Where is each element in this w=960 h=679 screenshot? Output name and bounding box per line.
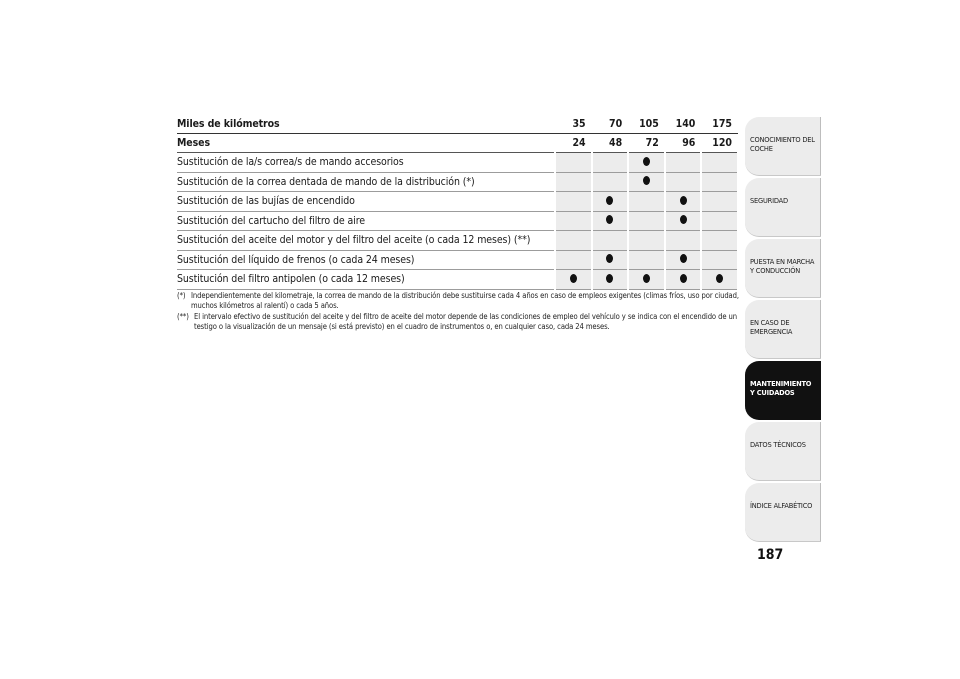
page-number: 187 (757, 547, 784, 563)
maintenance-item-label: Sustitución del aceite del motor y del filtro del aceite (o cada 12 meses) (**) (177, 231, 555, 251)
section-tab[interactable] (745, 117, 821, 176)
maintenance-schedule-table (177, 115, 739, 290)
header-km-value: 175 (701, 115, 738, 134)
interval-cell (628, 172, 665, 192)
interval-cell (665, 211, 702, 231)
bullet-mark-icon (570, 274, 577, 283)
interval-cell (701, 192, 738, 212)
section-tab[interactable] (745, 483, 821, 542)
section-tab[interactable] (745, 178, 821, 237)
interval-cell (555, 270, 592, 290)
bullet-mark-icon (606, 215, 613, 224)
interval-cell (555, 172, 592, 192)
interval-cell (701, 153, 738, 173)
bullet-mark-icon (680, 215, 687, 224)
header-months-value: 72 (628, 134, 665, 153)
interval-cell (592, 270, 629, 290)
interval-cell (628, 270, 665, 290)
interval-cell (701, 172, 738, 192)
footnote-marker: (**) (177, 312, 189, 321)
header-km-value: 140 (665, 115, 702, 134)
interval-cell (555, 231, 592, 251)
footnote-text: Independientemente del kilometraje, la correa de mando de la distribución debe sustituirse cada 4 años en caso de empleos exigentes (climas fríos, uso por ciudad, muchos kilómetros al ralentí) o cada 5 años. (191, 291, 739, 310)
maintenance-row (177, 153, 738, 173)
interval-cell (555, 211, 592, 231)
section-tab[interactable] (745, 361, 821, 420)
maintenance-item-label: Sustitución de la/s correa/s de mando accesorios (177, 153, 555, 173)
bullet-mark-icon (606, 254, 613, 263)
interval-cell (665, 250, 702, 270)
maintenance-row (177, 192, 738, 212)
header-km-value: 35 (555, 115, 592, 134)
bullet-mark-icon (643, 176, 650, 185)
section-tab-label: CONOCIMIENTO DEL COCHE (750, 135, 815, 153)
maintenance-row (177, 211, 738, 231)
section-tab-label: PUESTA EN MARCHA Y CONDUCCIÓN (750, 257, 815, 275)
section-tab[interactable] (745, 300, 821, 359)
interval-cell (665, 192, 702, 212)
section-tabs (745, 117, 821, 544)
bullet-mark-icon (680, 274, 687, 283)
header-km-label: Miles de kilómetros (177, 115, 555, 134)
interval-cell (592, 192, 629, 212)
maintenance-item-label: Sustitución de la correa dentada de mando de la distribución (*) (177, 172, 555, 192)
footnote (177, 291, 739, 311)
maintenance-item-label: Sustitución del cartucho del filtro de aire (177, 211, 555, 231)
bullet-mark-icon (643, 274, 650, 283)
interval-cell (665, 231, 702, 251)
section-tab-label: DATOS TÉCNICOS (750, 440, 806, 449)
bullet-mark-icon (680, 254, 687, 263)
interval-cell (628, 153, 665, 173)
maintenance-row (177, 231, 738, 251)
footnote-marker: (*) (177, 291, 186, 300)
footnotes (177, 291, 739, 333)
interval-cell (592, 172, 629, 192)
bullet-mark-icon (680, 196, 687, 205)
section-tab-label: MANTENIMIENTO Y CUIDADOS (750, 379, 812, 397)
interval-cell (555, 192, 592, 212)
maintenance-row (177, 172, 738, 192)
interval-cell (701, 231, 738, 251)
interval-cell (665, 172, 702, 192)
interval-cell (665, 153, 702, 173)
section-tab-label: EN CASO DE EMERGENCIA (750, 318, 793, 336)
interval-cell (592, 153, 629, 173)
interval-cell (628, 250, 665, 270)
header-months-value: 96 (665, 134, 702, 153)
section-tab[interactable] (745, 239, 821, 298)
header-months-value: 24 (555, 134, 592, 153)
bullet-mark-icon (606, 274, 613, 283)
interval-cell (665, 270, 702, 290)
interval-cell (592, 250, 629, 270)
maintenance-item-label: Sustitución del filtro antipolen (o cada 12 meses) (177, 270, 555, 290)
header-months-label: Meses (177, 134, 555, 153)
header-km-value: 70 (592, 115, 629, 134)
header-row-km (177, 115, 738, 134)
maintenance-item-label: Sustitución de las bujías de encendido (177, 192, 555, 212)
section-tab[interactable] (745, 422, 821, 481)
header-km-value: 105 (628, 115, 665, 134)
bullet-mark-icon (606, 196, 613, 205)
interval-cell (592, 231, 629, 251)
interval-cell (555, 153, 592, 173)
bullet-mark-icon (643, 157, 650, 166)
header-months-value: 48 (592, 134, 629, 153)
interval-cell (628, 192, 665, 212)
interval-cell (555, 250, 592, 270)
footnote (177, 312, 739, 332)
section-tab-label: ÍNDICE ALFABÉTICO (750, 501, 813, 510)
interval-cell (628, 211, 665, 231)
interval-cell (701, 270, 738, 290)
section-tab-label: SEGURIDAD (750, 196, 788, 205)
maintenance-item-label: Sustitución del líquido de frenos (o cada 24 meses) (177, 250, 555, 270)
header-row-months (177, 134, 738, 153)
footnote-text: El intervalo efectivo de sustitución del aceite y del filtro de aceite del motor depende de las condiciones de empleo del vehículo y se indica con el encendido de un testigo o la visualización de un mensaje (si está previsto) en el cuadro de instrumentos o, en cualquier caso, cada 24 meses. (194, 312, 737, 331)
interval-cell (701, 211, 738, 231)
interval-cell (701, 250, 738, 270)
maintenance-row (177, 270, 738, 290)
interval-cell (592, 211, 629, 231)
maintenance-row (177, 250, 738, 270)
header-months-value: 120 (701, 134, 738, 153)
bullet-mark-icon (716, 274, 723, 283)
interval-cell (628, 231, 665, 251)
